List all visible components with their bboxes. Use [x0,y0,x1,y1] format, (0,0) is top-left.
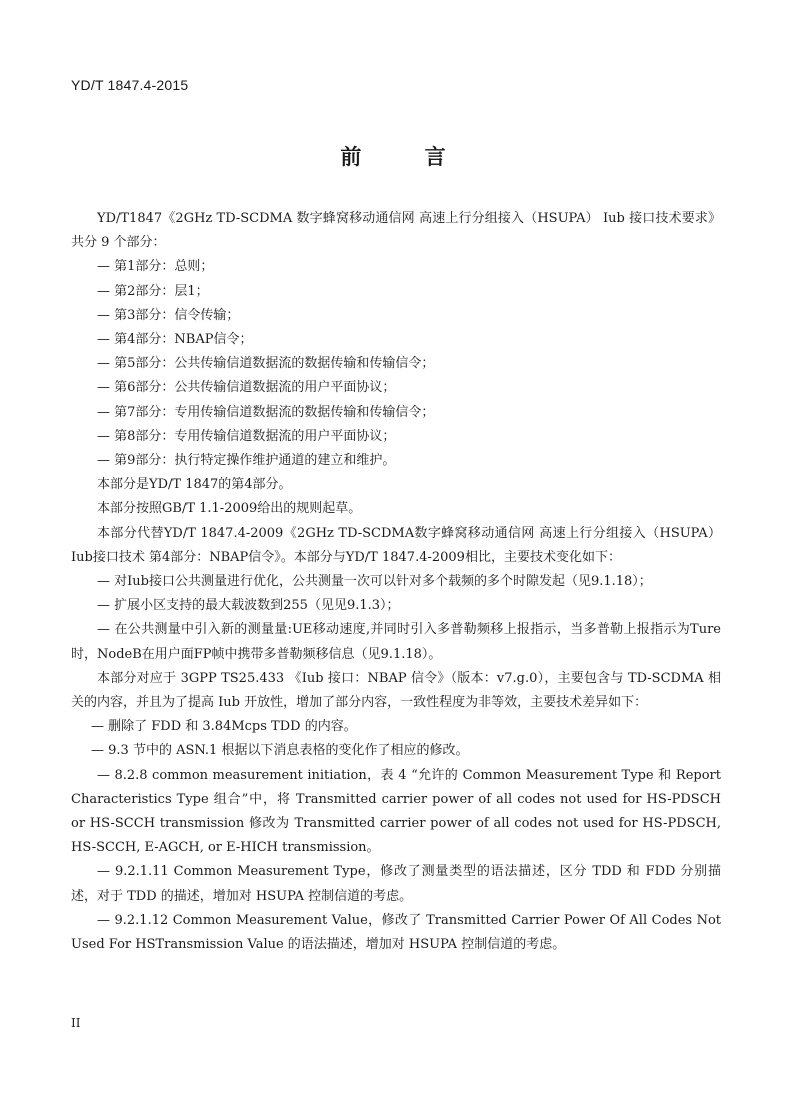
foreword-body [71,207,721,957]
change-list-item: — 扩展小区支持的最大载波数到255（见见9.1.3）； [97,598,400,614]
difference-list-item: — 9.3 节中的 ASN.1 根据以下消息表格的变化作了相应的修改。 [91,743,469,759]
difference-list-item: — 8.2.8 common measurement initiation，表 4 “允许的 Common Measurement Type 和 Report Characteristics Type 组合”中，将 Transmitted carrier power of all codes not used for HS-PDSCH or HS-SCCH transmission 修改为 Transmitted carrier power of all codes not used for HS-PDSCH, HS-SCCH, E-AGCH, or E-HICH transmission。 [71,767,721,856]
intro-paragraph: YD/T1847《2GHz TD-SCDMA 数字蜂窝移动通信网 高速上行分组接入（HSUPA） Iub 接口技术要求》共分 9 个部分： [71,211,721,251]
document-code: YD/T 1847.4-2015 [71,77,189,93]
part-list-item: — 第7部分：专用传输信道数据流的数据传输和传输信令； [97,404,435,420]
difference-list-item: — 9.2.1.12 Common Measurement Value，修改了 Transmitted Carrier Power Of All Codes Not Used For HSTransmission Value 的语法描述，增加对 HSUPA 控制信道的考虑。 [71,912,721,953]
difference-list-item: — 删除了 FDD 和 3.84Mcps TDD 的内容。 [91,719,357,735]
correspondence-statement: 本部分对应于 3GPP TS25.433 《Iub 接口：NBAP 信令》（版本：v7.g.0），主要包含与 TD-SCDMA 相关的内容，并且为了提高 Iub 开放性，增加了部分内容，一致性程度为非等效，主要技术差异如下： [71,670,721,711]
page-number: II [71,1016,81,1030]
replacement-statement: 本部分代替YD/T 1847.4-2009《2GHz TD-SCDMA数字蜂窝移动通信网 高速上行分组接入（HSUPA）Iub接口技术 第4部分：NBAP信令》。本部分与YD/T 1847.4-2009相比，主要技术变化如下： [71,525,721,565]
change-list-item: — 对Iub接口公共测量进行优化，公共测量一次可以针对多个载频的多个时隙发起（见9.1.18）； [97,574,652,590]
part-list-item: — 第9部分：执行特定操作维护通道的建立和维护。 [97,453,396,469]
page-title: 前 言 [340,145,474,169]
part-list-item: — 第4部分：NBAP信令； [97,332,253,348]
part-statement: 本部分是YD/T 1847的第4部分。 [97,477,292,493]
drafting-rules-statement: 本部分按照GB/T 1.1-2009给出的规则起草。 [97,501,362,517]
difference-list-item: — 9.2.1.11 Common Measurement Type，修改了测量类型的语法描述，区分 TDD 和 FDD 分别描述，对于 TDD 的描述，增加对 HSUPA 控制信道的考虑。 [71,864,721,904]
part-list-item: — 第1部分：总则； [97,259,214,275]
part-list-item: — 第6部分：公共传输信道数据流的用户平面协议； [97,380,396,396]
part-list-item: — 第3部分：信令传输； [97,307,240,323]
part-list-item: — 第5部分：公共传输信道数据流的数据传输和传输信令； [97,356,435,372]
change-list-item: — 在公共测量中引入新的测量量:UE移动速度,并同时引入多普勒频移上报指示，当多普勒上报指示为Ture时，NodeB在用户面FP帧中携带多普勒频移信息（见9.1.18）。 [71,622,721,662]
part-list-item: — 第8部分：专用传输信道数据流的用户平面协议； [97,428,396,444]
part-list-item: — 第2部分：层1； [97,283,209,299]
